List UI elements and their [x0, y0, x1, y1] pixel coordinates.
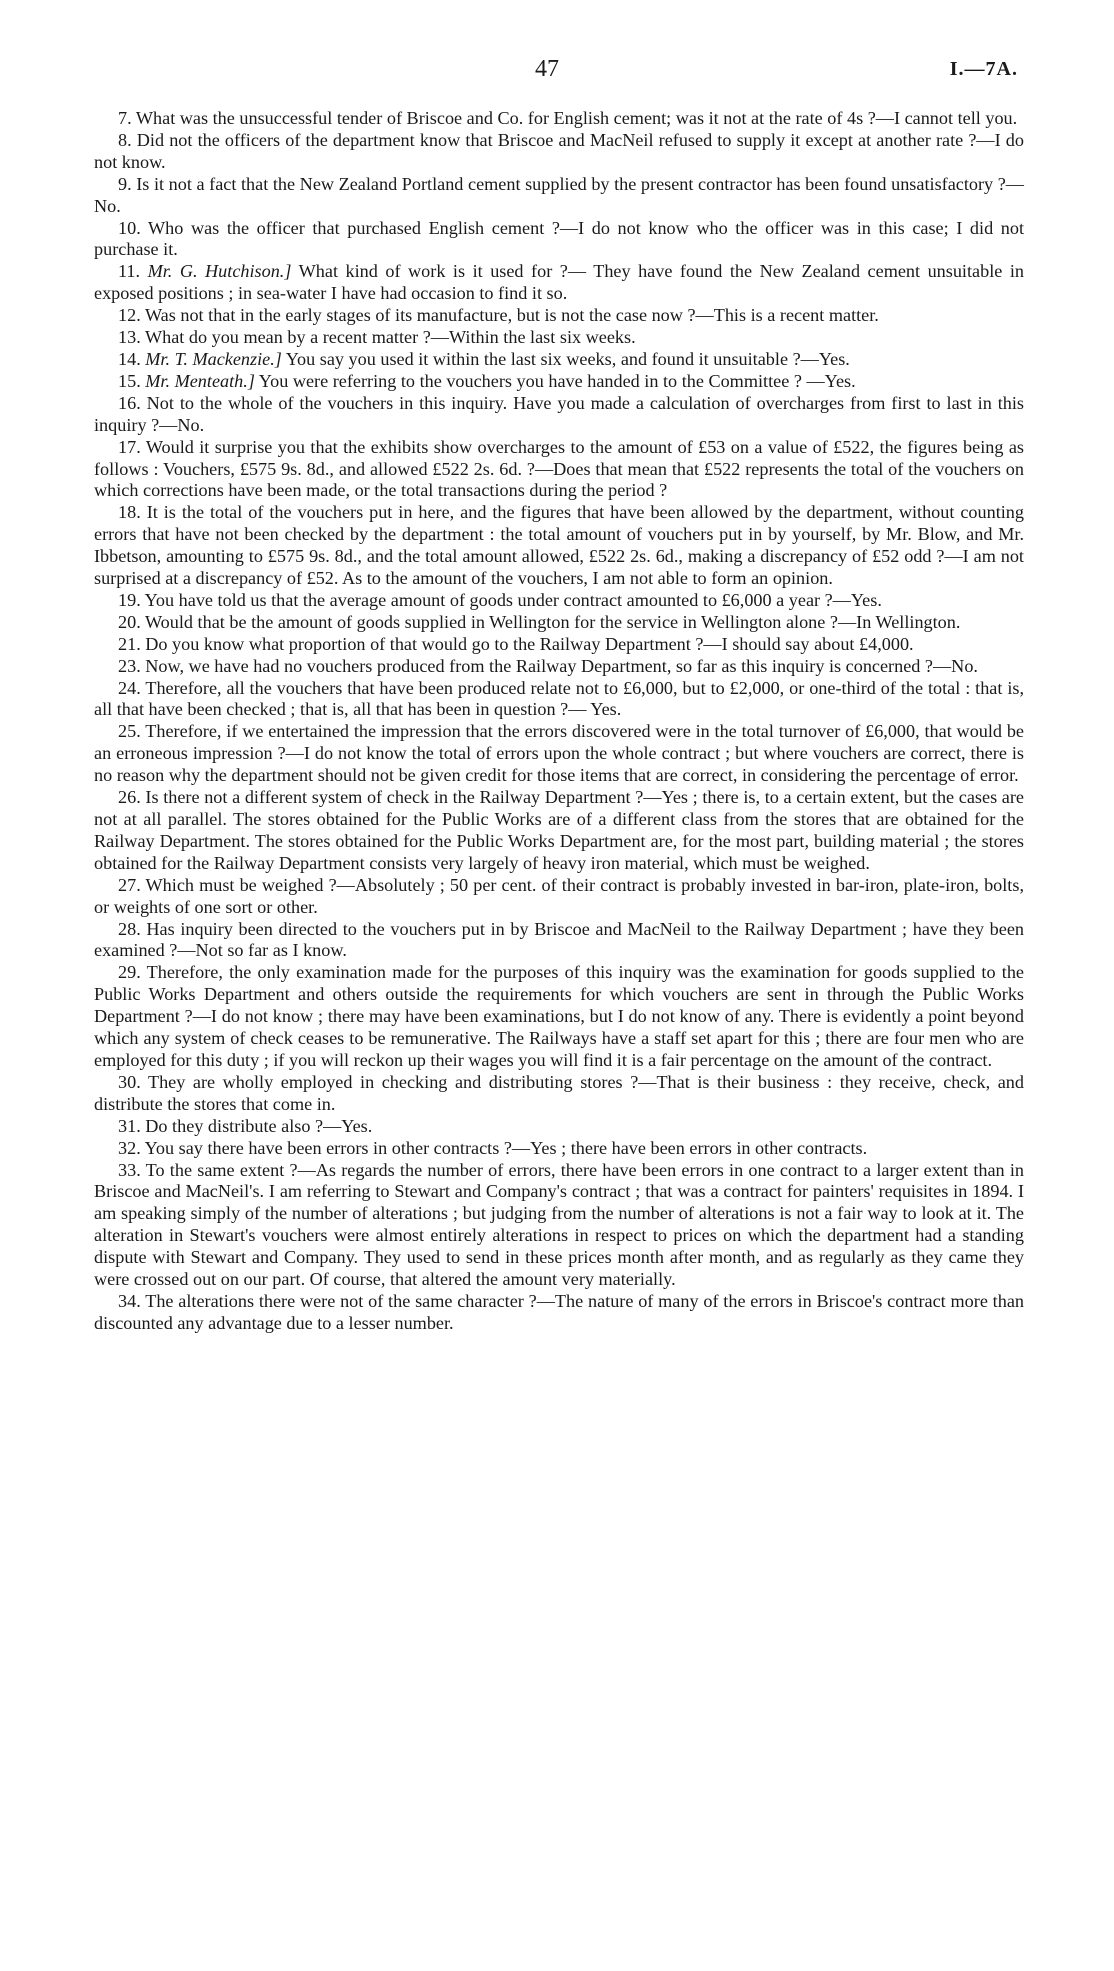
- question-number: 30.: [118, 1071, 141, 1092]
- question-answer-paragraph: [94, 437, 1024, 503]
- question-answer-paragraph: [94, 875, 1024, 919]
- question-answer-text: Not to the whole of the vouchers in this inquiry. Have you made a calculation of overcharges from first to last in this inquiry ?—No.: [94, 392, 1025, 435]
- question-number: 33.: [118, 1159, 141, 1180]
- question-number: 11.: [118, 261, 141, 282]
- question-number: 13.: [118, 327, 141, 348]
- question-answer-paragraph: [94, 371, 1024, 393]
- question-answer-paragraph: [94, 108, 1024, 130]
- question-answer-text: Would that be the amount of goods supplied in Wellington for the service in Wellington alone ?—In Wellington.: [144, 611, 961, 632]
- question-number: 34.: [118, 1290, 141, 1311]
- page-number: 47: [535, 56, 559, 82]
- question-answer-text: Therefore, all the vouchers that have been produced relate not to £6,000, but to £2,000, or one-third of the total : that is, all that have been checked ; that is, all that has been in question ?— Yes.: [94, 677, 1025, 720]
- question-number: 24.: [118, 677, 141, 698]
- speaker-name: Mr. Menteath.]: [145, 370, 255, 391]
- speaker-name: Mr. G. Hutchison.]: [147, 261, 292, 282]
- question-answer-text: Is it not a fact that the New Zealand Portland cement supplied by the present contractor has been found unsatisfactory ?—No.: [94, 173, 1024, 216]
- question-number: 9.: [118, 173, 132, 194]
- question-answer-text: Has inquiry been directed to the vouchers put in by Briscoe and MacNeil to the Railway Department ; have they been examined ?—Not so far as I know.: [94, 918, 1025, 961]
- question-answer-paragraph: [94, 919, 1024, 963]
- speaker-name: Mr. T. Mackenzie.]: [145, 348, 282, 369]
- question-answer-text: What do you mean by a recent matter ?—Within the last six weeks.: [144, 327, 636, 348]
- question-answer-paragraph: [94, 327, 1024, 349]
- question-answer-text: Do they distribute also ?—Yes.: [145, 1115, 373, 1136]
- question-answer-text: Is there not a different system of check in the Railway Department ?—Yes ; there is, to a certain extent, but the cases are not at all parallel. The stores obtained for the Public Works are of a different class from the stores that are obtained for the Railway Department. The stores obtained for the Public Works Department are, for the most part, building material ; the stores obtained for the Railway Department consists very largely of heavy iron material, which must be weighed.: [94, 787, 1025, 873]
- question-number: 8.: [118, 129, 132, 150]
- question-answer-text: To the same extent ?—As regards the number of errors, there have been errors in one contract to a larger extent than in Briscoe and MacNeil's. I am referring to Stewart and Company's contract ; that was a contract for painters' requisites in 1894. I am speaking simply of the number of alterations ; but judging from the number of alterations is not a fair way to look at it. The alteration in Stewart's vouchers were almost entirely alterations in respect to prices on which the department had a standing dispute with Stewart and Company. They used to send in these prices month after month, and as regularly as they came they were crossed out on our part. Of course, that altered the amount very materially.: [94, 1159, 1024, 1290]
- question-answer-paragraph: [94, 721, 1024, 787]
- question-answer-paragraph: [94, 787, 1024, 875]
- question-number: 12.: [118, 305, 141, 326]
- question-answer-text: The alterations there were not of the same character ?—The nature of many of the errors in Briscoe's contract more than discounted any advantage due to a lesser number.: [94, 1290, 1024, 1333]
- question-answer-paragraph: [94, 962, 1024, 1072]
- question-number: 14.: [118, 348, 141, 369]
- question-answer-text: Was not that in the early stages of its manufacture, but is not the case now ?—This is a recent matter.: [144, 305, 879, 326]
- question-answer-text: What was the unsuccessful tender of Briscoe and Co. for English cement; was it not at the rate of 4s ?—I cannot tell you.: [135, 108, 1018, 128]
- question-number: 28.: [118, 918, 141, 939]
- question-number: 17.: [118, 436, 141, 457]
- question-number: 29.: [118, 962, 141, 983]
- question-answer-paragraph: [94, 1291, 1024, 1335]
- question-number: 16.: [118, 392, 141, 413]
- question-answer-paragraph: [94, 174, 1024, 218]
- question-answer-text: Did not the officers of the department know that Briscoe and MacNeil refused to supply it except at another rate ?—I do not know.: [94, 129, 1024, 172]
- question-number: 32.: [118, 1137, 141, 1158]
- question-answer-text: What kind of work is it used for ?— They have found the New Zealand cement unsuitable in exposed positions ; in sea-water I have had occasion to find it so.: [94, 261, 1024, 304]
- question-number: 7.: [118, 108, 132, 128]
- question-number: 27.: [118, 874, 141, 895]
- question-answer-text: You were referring to the vouchers you have handed in to the Committee ? —Yes.: [258, 370, 856, 391]
- question-answer-text: Which must be weighed ?—Absolutely ; 50 per cent. of their contract is probably invested in bar-iron, plate-iron, bolts, or weights of one sort or other.: [94, 874, 1024, 917]
- question-number: 21.: [118, 633, 141, 654]
- question-number: 31.: [118, 1115, 141, 1136]
- evidence-text: [94, 108, 1024, 1335]
- question-answer-paragraph: [94, 678, 1024, 722]
- question-number: 23.: [118, 655, 141, 676]
- question-number: 25.: [118, 721, 141, 742]
- question-answer-text: They are wholly employed in checking and distributing stores ?—That is their business : they receive, check, and distribute the stores that come in.: [94, 1071, 1024, 1114]
- question-answer-text: You say there have been errors in other contracts ?—Yes ; there have been errors in other contracts.: [144, 1137, 868, 1158]
- question-answer-paragraph: [94, 656, 1024, 678]
- question-answer-paragraph: [94, 612, 1024, 634]
- question-answer-paragraph: [94, 218, 1024, 262]
- question-answer-paragraph: [94, 349, 1024, 371]
- question-answer-paragraph: [94, 305, 1024, 327]
- question-answer-paragraph: [94, 1072, 1024, 1116]
- question-answer-paragraph: [94, 1116, 1024, 1138]
- question-answer-text: Now, we have had no vouchers produced from the Railway Department, so far as this inquiry is concerned ?—No.: [145, 655, 978, 676]
- question-answer-text: You have told us that the average amount of goods under contract amounted to £6,000 a year ?—Yes.: [144, 589, 882, 610]
- question-number: 20.: [118, 611, 141, 632]
- parliamentary-paper-reference: I.—7A.: [949, 58, 1018, 80]
- question-answer-paragraph: [94, 1160, 1024, 1291]
- question-answer-text: Would it surprise you that the exhibits show overcharges to the amount of £53 on a value of £522, the figures being as follows : Vouchers, £575 9s. 8d., and allowed £522 2s. 6d. ?—Does that mean that £522 represents the total of the vouchers on which corrections have been made, or the total transactions during the period ?: [94, 436, 1025, 501]
- question-number: 26.: [118, 787, 141, 808]
- question-answer-paragraph: [94, 634, 1024, 656]
- question-answer-text: Therefore, the only examination made for the purposes of this inquiry was the examination for goods supplied to the Public Works Department and others outside the requirements for which vouchers are sent in through the Public Works Department ?—I do not know ; there may have been examinations, but I do not know of any. There is evidently a point beyond which any system of check ceases to be remunerative. The Railways have a staff set apart for this ; there are four men who are employed for this duty ; if you will reckon up their wages you will find it is a fair percentage on the amount of the contract.: [94, 962, 1024, 1070]
- question-answer-paragraph: [94, 261, 1024, 305]
- question-answer-paragraph: [94, 1138, 1024, 1160]
- question-answer-paragraph: [94, 393, 1024, 437]
- question-number: 19.: [118, 589, 141, 610]
- question-number: 10.: [118, 217, 141, 238]
- question-answer-text: Who was the officer that purchased English cement ?—I do not know who the officer was in this case; I did not purchase it.: [94, 217, 1025, 260]
- page-header: [0, 52, 1114, 92]
- question-answer-text: Therefore, if we entertained the impression that the errors discovered were in the total turnover of £6,000, that would be an erroneous impression ?—I do not know the total of errors upon the whole contract ; but where vouchers are correct, there is no reason why the department should not be given credit for those items that are correct, in considering the percentage of error.: [94, 721, 1025, 786]
- question-answer-paragraph: [94, 502, 1024, 590]
- question-number: 15.: [118, 370, 141, 391]
- question-number: 18.: [118, 502, 141, 523]
- question-answer-text: Do you know what proportion of that would go to the Railway Department ?—I should say about £4,000.: [145, 633, 914, 654]
- question-answer-text: It is the total of the vouchers put in here, and the figures that have been allowed by the department, without counting errors that have not been checked by the department : the total amount of vouchers put in by yourself, by Mr. Blow, and Mr. Ibbetson, amounting to £575 9s. 8d., and the total amount allowed, £522 2s. 6d., making a discrepancy of £52 odd ?—I am not surprised at a discrepancy of £52. As to the amount of the vouchers, I am not able to form an opinion.: [94, 502, 1024, 589]
- question-answer-text: You say you used it within the last six weeks, and found it unsuitable ?—Yes.: [285, 348, 850, 369]
- question-answer-paragraph: [94, 130, 1024, 174]
- question-answer-paragraph: [94, 590, 1024, 612]
